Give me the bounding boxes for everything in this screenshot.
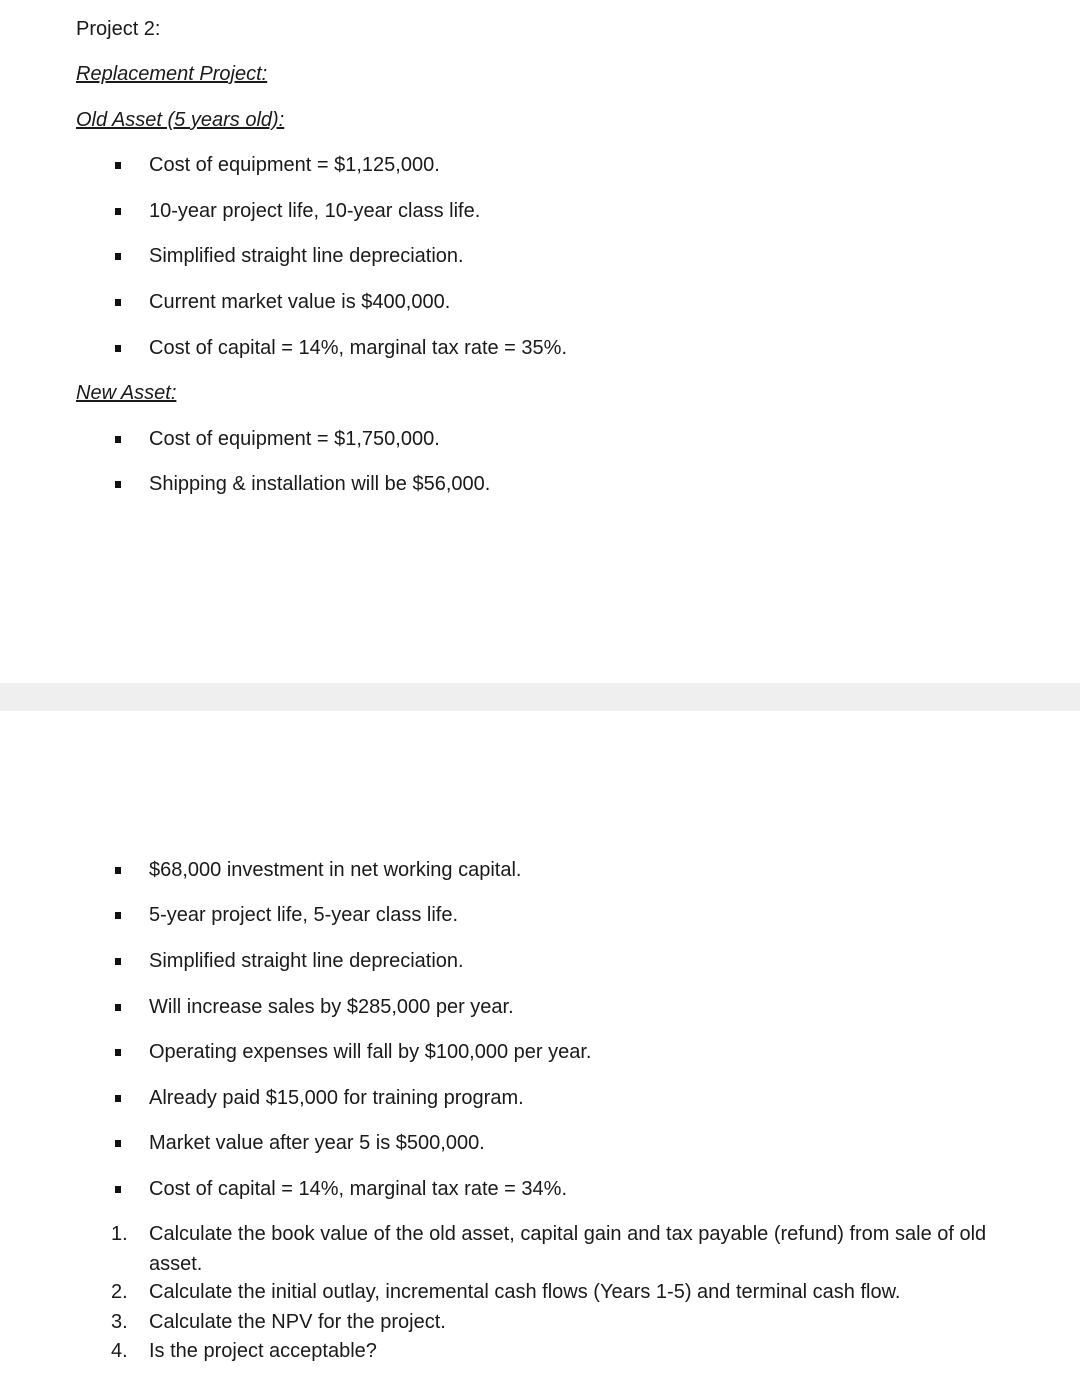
bullet-icon: [115, 208, 121, 215]
bullet-icon: [115, 481, 121, 488]
new-asset-heading: New Asset:: [76, 382, 177, 404]
list-item: [0, 1086, 1080, 1110]
list-item: [0, 199, 1080, 223]
list-item-text: Simplified straight line depreciation.: [149, 245, 464, 267]
list-item: [0, 1177, 1080, 1201]
project-title: Project 2:: [76, 18, 161, 40]
list-item-text: Shipping & installation will be $56,000.: [149, 473, 491, 495]
bullet-icon: [115, 299, 121, 306]
question-number: 1.: [111, 1223, 128, 1245]
list-item: [0, 1040, 1080, 1064]
list-item-text: Already paid $15,000 for training program.: [149, 1087, 524, 1109]
old-asset-heading: Old Asset (5 years old):: [76, 109, 285, 131]
bullet-icon: [115, 1004, 121, 1011]
list-item: [0, 244, 1080, 268]
bullet-icon: [115, 1049, 121, 1056]
bullet-icon: [115, 867, 121, 874]
bullet-icon: [115, 162, 121, 169]
question-number: 4.: [111, 1340, 128, 1362]
list-item-text: Operating expenses will fall by $100,000 per year.: [149, 1041, 592, 1063]
list-item: [0, 290, 1080, 314]
question-text: Calculate the initial outlay, incremental cash flows (Years 1-5) and terminal cash flow.: [149, 1281, 901, 1303]
bullet-icon: [115, 1095, 121, 1102]
bullet-icon: [115, 253, 121, 260]
list-item-text: Cost of capital = 14%, marginal tax rate = 35%.: [149, 337, 567, 359]
list-item-text: Cost of equipment = $1,125,000.: [149, 154, 440, 176]
list-item: [0, 336, 1080, 360]
list-item-text: Simplified straight line depreciation.: [149, 950, 464, 972]
list-item-text: 5-year project life, 5-year class life.: [149, 904, 459, 926]
list-item-text: 10-year project life, 10-year class life.: [149, 200, 481, 222]
list-item-text: Cost of capital = 14%, marginal tax rate = 34%.: [149, 1178, 567, 1200]
list-item-text: Will increase sales by $285,000 per year.: [149, 996, 514, 1018]
list-item: [0, 427, 1080, 451]
page-separator: [0, 683, 1080, 711]
section-heading: Replacement Project:: [76, 63, 268, 85]
list-item: [0, 472, 1080, 496]
bullet-icon: [115, 436, 121, 443]
list-item: [0, 903, 1080, 927]
list-item: [0, 153, 1080, 177]
list-item-text: Cost of equipment = $1,750,000.: [149, 428, 440, 450]
list-item-text: $68,000 investment in net working capital.: [149, 859, 522, 881]
list-item: [0, 858, 1080, 882]
list-item: [0, 995, 1080, 1019]
bullet-icon: [115, 345, 121, 352]
bullet-icon: [115, 912, 121, 919]
list-item: [0, 949, 1080, 973]
bullet-icon: [115, 1140, 121, 1147]
question-text: Calculate the NPV for the project.: [149, 1311, 446, 1333]
bullet-icon: [115, 958, 121, 965]
list-item-text: Current market value is $400,000.: [149, 291, 451, 313]
question-text: Is the project acceptable?: [149, 1340, 377, 1362]
list-item-text: Market value after year 5 is $500,000.: [149, 1132, 485, 1154]
question-number: 2.: [111, 1281, 128, 1303]
question-text: Calculate the book value of the old asset, capital gain and tax payable (refund) from sale of old asset.: [149, 1223, 987, 1275]
bullet-icon: [115, 1186, 121, 1193]
list-item: [0, 1131, 1080, 1155]
question-number: 3.: [111, 1311, 128, 1333]
